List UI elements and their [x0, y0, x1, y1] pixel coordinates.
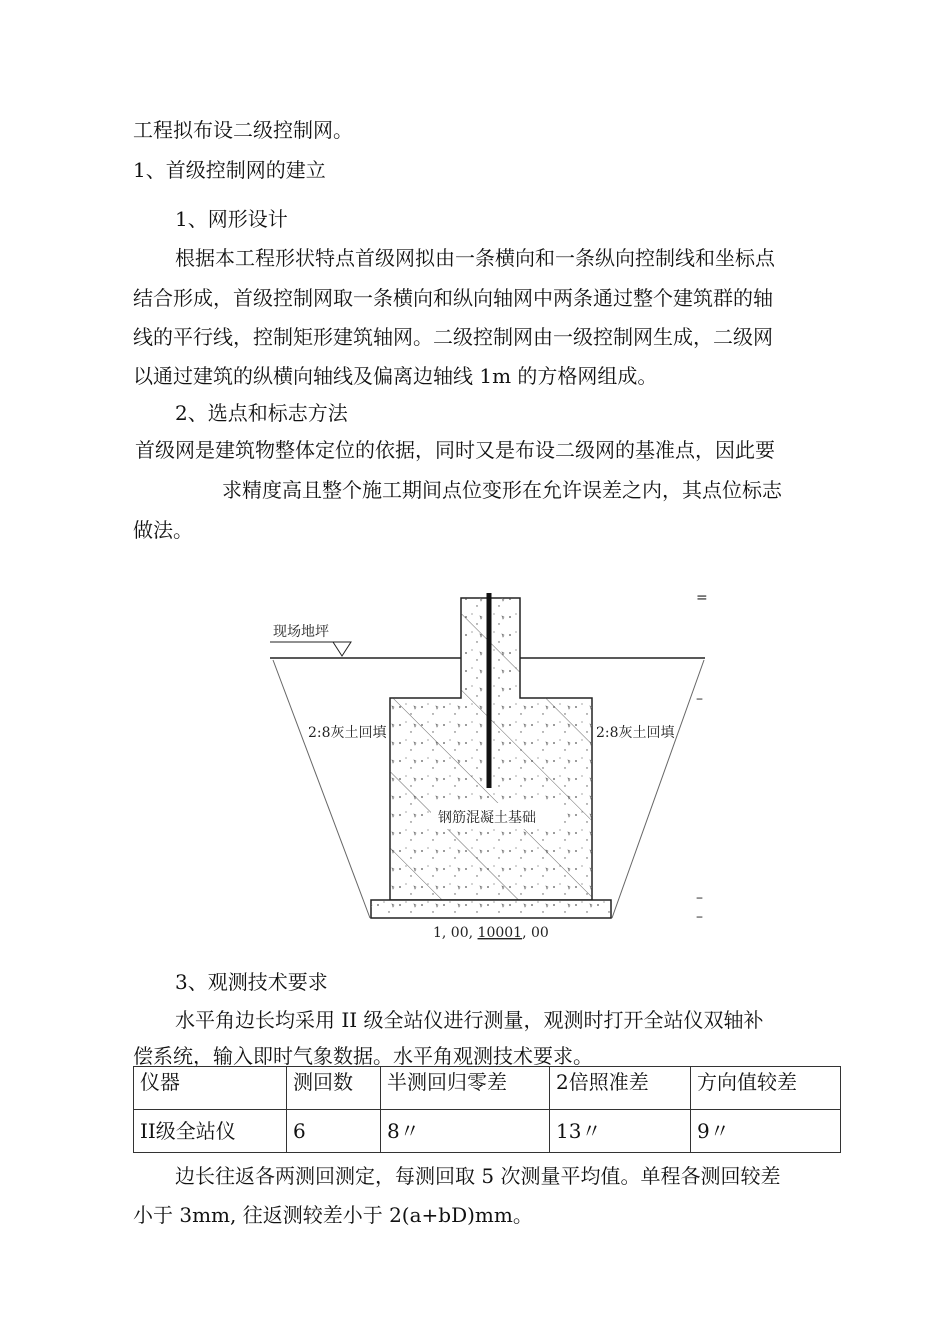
table-cell: 8〃 — [381, 1110, 550, 1153]
side-mark: = — [696, 590, 708, 606]
table-header-cell: 仪器 — [134, 1067, 287, 1110]
paragraph-line: 线的平行线，控制矩形建筑轴网。二级控制网由一级控制网生成，二级网 — [133, 325, 773, 349]
paragraph-line: 根据本工程形状特点首级网拟由一条横向和一条纵向控制线和坐标点 — [175, 246, 775, 270]
paragraph-line: 结合形成，首级控制网取一条横向和纵向轴网中两条通过整个建筑群的轴 — [133, 286, 773, 310]
paragraph-line: 做法。 — [133, 518, 193, 542]
paragraph-line: 偿系统，输入即时气象数据。水平角观测技术要求。 — [133, 1044, 593, 1068]
observation-requirements-table — [133, 1066, 841, 1153]
paragraph-intro: 工程拟布设二级控制网。 — [133, 118, 353, 142]
paragraph-line: 以通过建筑的纵横向轴线及偏离边轴线 1m 的方格网组成。 — [133, 364, 658, 388]
table-cell: 6 — [287, 1110, 381, 1153]
table-cell: 9〃 — [691, 1110, 841, 1153]
paragraph-line: 首级网是建筑物整体定位的依据，同时又是布设二级网的基准点，因此要 — [135, 438, 775, 462]
paragraph-line: 边长往返各两测回测定，每测回取 5 次测量平均值。单程各测回较差 — [175, 1164, 781, 1188]
table-row — [134, 1110, 841, 1153]
table-cell: 13〃 — [550, 1110, 691, 1153]
backfill-label-right: 2:8灰土回填 — [596, 725, 675, 741]
table-cell: II级全站仪 — [134, 1110, 287, 1153]
excavation-slope-left — [273, 660, 370, 918]
foundation-label: 钢筋混凝土基础 — [438, 810, 536, 826]
paragraph-line: 水平角边长均采用 II 级全站仪进行测量，观测时打开全站仪双轴补 — [175, 1008, 764, 1032]
side-mark: – — [696, 691, 703, 707]
ground-label: 现场地坪 — [273, 624, 329, 640]
table-header-cell: 测回数 — [287, 1067, 381, 1110]
table-header-cell: 半测回归零差 — [381, 1067, 550, 1110]
table-header-row — [134, 1067, 841, 1110]
heading-point-selection: 2、选点和标志方法 — [175, 401, 348, 425]
dimension-text: 1, 00, 10001, 00 — [433, 925, 549, 941]
backfill-label-left: 2:8灰土回填 — [308, 725, 387, 741]
table-header-cell: 2倍照准差 — [550, 1067, 691, 1110]
paragraph-line: 小于 3mm, 往返测较差小于 2(a+bD)mm。 — [133, 1203, 533, 1227]
heading-primary-control-network: 1、首级控制网的建立 — [133, 158, 326, 182]
table-header-cell: 方向值较差 — [691, 1067, 841, 1110]
side-mark: – — [696, 909, 703, 925]
heading-observation-requirements: 3、观测技术要求 — [175, 970, 328, 994]
excavation-slope-right — [612, 660, 704, 918]
ground-level-marker — [333, 642, 351, 656]
heading-network-design: 1、网形设计 — [175, 207, 288, 231]
paragraph-line: 求精度高且整个施工期间点位变形在允许误差之内，其点位标志 — [222, 478, 782, 502]
side-mark: – — [696, 890, 703, 906]
